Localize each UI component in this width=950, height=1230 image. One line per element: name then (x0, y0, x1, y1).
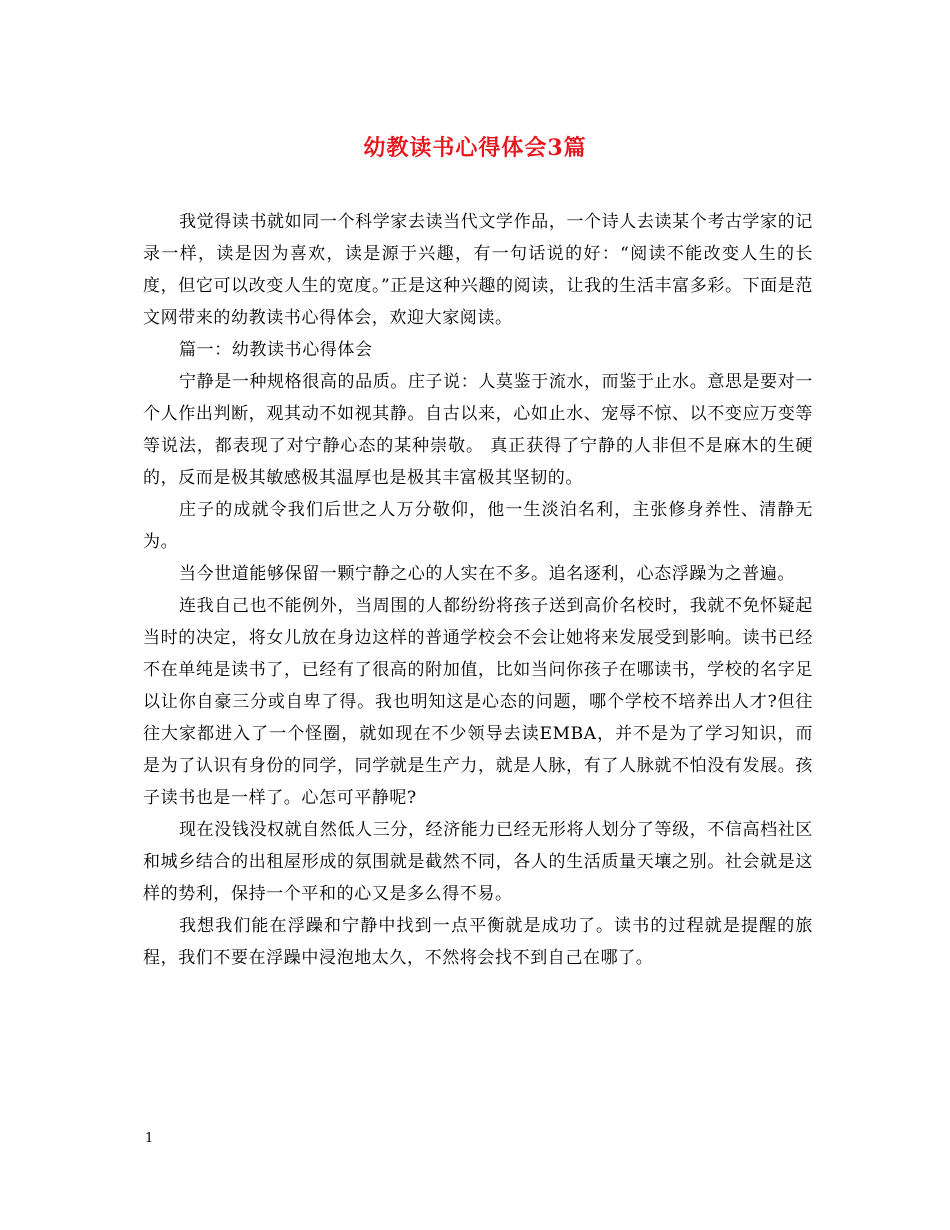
body-paragraph: 当今世道能够保留一颗宁静之心的人实在不多。追名逐利，心态浮躁为之普遍。 (179, 564, 795, 584)
document-body (143, 206, 813, 974)
body-paragraph: 现在没钱没权就自然低人三分，经济能力已经无形将人划分了等级，不信高档社区和城乡结合的出租屋形成的氛围就是截然不同，各人的生活质量天壤之别。社会就是这样的势利，保持一个平和的心又是多么得不易。 (143, 820, 813, 904)
document-title: 幼教读书心得体会3篇 (363, 135, 587, 161)
body-paragraph: 我想我们能在浮躁和宁静中找到一点平衡就是成功了。读书的过程就是提醒的旅程，我们不要在浮躁中浸泡地太久，不然将会找不到自己在哪了。 (143, 916, 813, 968)
body-paragraph: 庄子的成就令我们后世之人万分敬仰，他一生淡泊名利，主张修身养性、清静无为。 (143, 500, 813, 552)
intro-paragraph: 我觉得读书就如同一个科学家去读当代文学作品，一个诗人去读某个考古学家的记录一样，读是因为喜欢，读是源于兴趣，有一句话说的好：“阅读不能改变人生的长度，但它可以改变人生的宽度。”正是这种兴趣的阅读，让我的生活丰富多彩。下面是范文网带来的幼教读书心得体会，欢迎大家阅读。 (143, 212, 813, 328)
body-paragraph: 连我自己也不能例外，当周围的人都纷纷将孩子送到高价名校时，我就不免怀疑起当时的决定，将女儿放在身边这样的普通学校会不会让她将来发展受到影响。读书已经不在单纯是读书了，已经有了很高的附加值，比如当问你孩子在哪读书，学校的名字足以让你自豪三分或自卑了得。我也明知这是心态的问题，哪个学校不培养出人才?但往往大家都进入了一个怪圈，就如现在不少领导去读EMBA，并不是为了学习知识，而是为了认识有身份的同学，同学就是生产力，就是人脉，有了人脉就不怕没有发展。孩子读书也是一样了。心怎可平静呢? (143, 596, 813, 808)
body-paragraph: 宁静是一种规格很高的品质。庄子说：人莫鉴于流水，而鉴于止水。意思是要对一个人作出判断，观其动不如视其静。自古以来，心如止水、宠辱不惊、以不变应万变等等说法，都表现了对宁静心态的某种崇敬。 真正获得了宁静的人非但不是麻木的生硬的，反而是极其敏感极其温厚也是极其丰富极其坚韧的。 (143, 372, 813, 488)
section-heading: 篇一：幼教读书心得体会 (179, 340, 373, 360)
page-number: 1 (145, 1131, 154, 1146)
